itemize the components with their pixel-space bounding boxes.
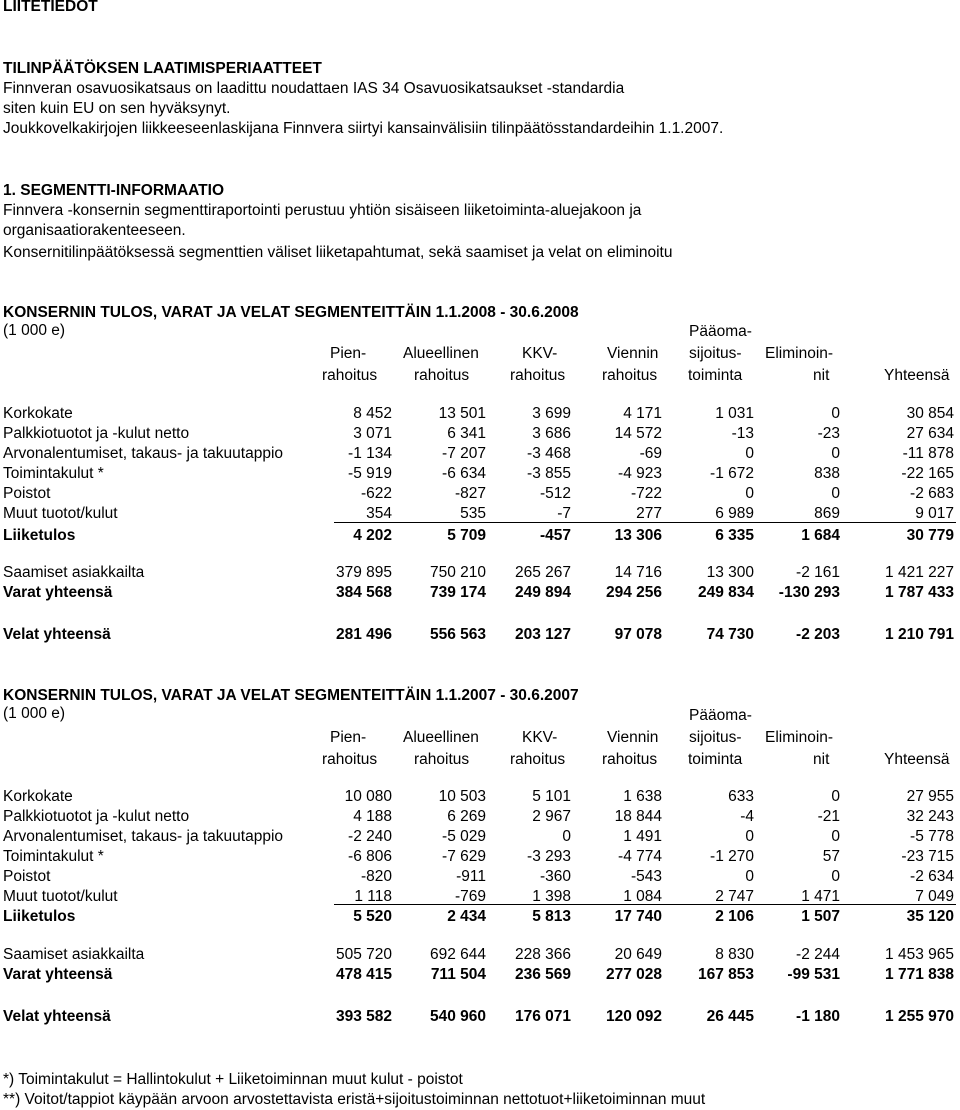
table-cell: 0: [831, 828, 840, 845]
table-cell: 1 031: [715, 405, 754, 422]
table-cell: 711 504: [430, 966, 486, 983]
table-cell: 8 830: [715, 946, 754, 963]
table-cell: 3 699: [532, 405, 571, 422]
table-row: [0, 563, 960, 583]
table-cell: -1 672: [710, 465, 754, 482]
table-cell: 0: [745, 485, 754, 502]
table-cell: -820: [360, 868, 392, 885]
row-label: Velat yhteensä: [3, 1008, 111, 1025]
row-label: Palkkiotuotot ja -kulut netto: [3, 425, 190, 442]
table-cell: 1 471: [801, 888, 840, 905]
table-cell: -6 634: [442, 465, 486, 482]
table-cell: 6 341: [447, 425, 486, 442]
table-cell: -2 634: [910, 868, 954, 885]
table-cell: 0: [745, 868, 754, 885]
table-cell: -23 715: [901, 848, 954, 865]
subtotal-rule: [334, 904, 956, 905]
table-row: [0, 464, 960, 484]
column-header: Yhteensä: [884, 751, 950, 768]
table-cell: -5 778: [910, 828, 954, 845]
table-cell: 2 434: [447, 908, 486, 925]
table-cell: 74 730: [706, 626, 754, 643]
table-cell: 14 716: [614, 564, 662, 581]
row-label: Liiketulos: [3, 908, 76, 925]
table-cell: 0: [562, 828, 571, 845]
row-label: Saamiset asiakkailta: [3, 946, 145, 963]
column-header: Viennin: [607, 729, 659, 746]
table-cell: 0: [745, 445, 754, 462]
column-header: Alueellinen: [403, 345, 479, 362]
column-header: Pääoma-: [689, 323, 752, 340]
row-label: Muut tuotot/kulut: [3, 505, 118, 522]
table-cell: 167 853: [697, 966, 754, 983]
table-cell: 1 453 965: [885, 946, 954, 963]
table-cell: 6 335: [715, 527, 754, 544]
table-cell: 540 960: [429, 1008, 486, 1025]
column-header-row: [0, 728, 960, 748]
table-cell: -1 134: [348, 445, 392, 462]
table-cell: 1 787 433: [885, 584, 954, 601]
table-cell: 27 955: [906, 788, 954, 805]
table-row: [0, 847, 960, 867]
table-cell: 14 572: [614, 425, 662, 442]
table-cell: 249 834: [697, 584, 754, 601]
column-header-row: [0, 706, 960, 726]
table-cell: -911: [456, 868, 486, 885]
segment-text-line: organisaatiorakenteeseen.: [3, 222, 186, 239]
table-cell: -11 878: [902, 445, 954, 462]
table-cell: 1 771 838: [885, 966, 954, 983]
row-label: Arvonalentumiset, takaus- ja takuutappio: [3, 445, 284, 462]
table-cell: 228 366: [514, 946, 571, 963]
table-row: [0, 965, 960, 985]
row-label: Korkokate: [3, 405, 73, 422]
column-header-row: [0, 366, 960, 386]
table-row: [0, 907, 960, 927]
table-cell: -7: [557, 505, 571, 522]
column-header: nit: [813, 367, 830, 384]
table-cell: -722: [630, 485, 662, 502]
column-header-row: [0, 750, 960, 770]
table-cell: 1 507: [801, 908, 840, 925]
table-cell: 18 844: [614, 808, 662, 825]
table-cell: 505 720: [335, 946, 392, 963]
table-cell: -130 293: [778, 584, 840, 601]
table-cell: 692 644: [429, 946, 486, 963]
table-cell: -69: [639, 445, 662, 462]
table-cell: 30 854: [906, 405, 954, 422]
table-cell: -2 683: [910, 485, 954, 502]
column-header: rahoitus: [322, 751, 378, 768]
table-cell: 0: [831, 405, 840, 422]
column-header: rahoitus: [510, 751, 566, 768]
row-label: Muut tuotot/kulut: [3, 888, 118, 905]
table-cell: 1 421 227: [885, 564, 954, 581]
table-cell: 0: [831, 445, 840, 462]
table-cell: -3 855: [527, 465, 571, 482]
table-cell: 1 638: [623, 788, 662, 805]
row-label: Toimintakulut *: [3, 465, 104, 482]
table-cell: 384 568: [335, 584, 392, 601]
table-cell: 57: [822, 848, 840, 865]
table-cell: 4 171: [623, 405, 662, 422]
page-title: LIITETIEDOT: [3, 0, 98, 15]
table-cell: -6 806: [348, 848, 392, 865]
table-cell: 750 210: [429, 564, 486, 581]
table-cell: 6 989: [715, 505, 754, 522]
table-cell: -827: [454, 485, 486, 502]
table-title: KONSERNIN TULOS, VARAT JA VELAT SEGMENTEITTÄIN 1.1.2008 - 30.6.2008: [3, 304, 579, 321]
table-cell: 1 118: [354, 888, 392, 905]
column-header: toiminta: [688, 367, 743, 384]
column-header-row: [0, 322, 960, 342]
table-cell: 4 202: [353, 527, 392, 544]
column-header: rahoitus: [510, 367, 566, 384]
table-cell: 5 813: [532, 908, 571, 925]
table-cell: 277: [636, 505, 662, 522]
table-row: [0, 404, 960, 424]
table-cell: 838: [814, 465, 840, 482]
row-label: Saamiset asiakkailta: [3, 564, 145, 581]
table-cell: -457: [539, 527, 571, 544]
row-label: Liiketulos: [3, 527, 76, 544]
table-row: [0, 484, 960, 504]
table-cell: 1 684: [801, 527, 840, 544]
table-cell: 478 415: [335, 966, 392, 983]
table-cell: 35 120: [906, 908, 954, 925]
column-header-row: [0, 344, 960, 364]
table-cell: 739 174: [429, 584, 486, 601]
table-cell: -1 270: [710, 848, 754, 865]
table-cell: 294 256: [605, 584, 662, 601]
table-cell: -622: [360, 485, 392, 502]
table-cell: 10 080: [344, 788, 392, 805]
table-row: [0, 444, 960, 464]
table-cell: -21: [817, 808, 840, 825]
table-cell: 5 709: [447, 527, 486, 544]
column-header: Pien-: [330, 729, 367, 746]
table-cell: 1 210 791: [885, 626, 954, 643]
table-row: [0, 526, 960, 546]
column-header: Alueellinen: [403, 729, 479, 746]
row-label: Varat yhteensä: [3, 584, 113, 601]
table-title: KONSERNIN TULOS, VARAT JA VELAT SEGMENTEITTÄIN 1.1.2007 - 30.6.2007: [3, 687, 579, 704]
table-cell: -22 165: [901, 465, 954, 482]
column-header: KKV-: [522, 729, 558, 746]
table-cell: 6 269: [447, 808, 486, 825]
table-cell: -4: [740, 808, 754, 825]
table-cell: -2 161: [796, 564, 840, 581]
table-cell: 1 084: [623, 888, 662, 905]
table-cell: 277 028: [605, 966, 662, 983]
table-cell: 8 452: [353, 405, 392, 422]
row-label: Poistot: [3, 485, 51, 502]
table-cell: 1 255 970: [885, 1008, 954, 1025]
table-cell: 9 017: [915, 505, 954, 522]
table-cell: -543: [630, 868, 662, 885]
table-cell: -23: [817, 425, 840, 442]
row-label: Arvonalentumiset, takaus- ja takuutappio: [3, 828, 284, 845]
table-unit: (1 000 e): [3, 322, 66, 339]
table-cell: -7 629: [442, 848, 486, 865]
table-row: [0, 827, 960, 847]
table-cell: 633: [728, 788, 754, 805]
table-cell: 97 078: [614, 626, 662, 643]
table-cell: 120 092: [605, 1008, 662, 1025]
table-row: [0, 504, 960, 524]
table-cell: -4 923: [618, 465, 662, 482]
row-label: Velat yhteensä: [3, 626, 111, 643]
footnote: **) Voitot/tappiot käypään arvoon arvostettavista eristä+sijoitustoiminnan nettotuot+liiketoiminnan muut: [3, 1091, 706, 1108]
table-cell: 176 071: [514, 1008, 571, 1025]
table-row: [0, 424, 960, 444]
column-header: sijoitus-: [689, 345, 742, 362]
table-cell: 2 106: [715, 908, 754, 925]
table-cell: 281 496: [335, 626, 392, 643]
table-cell: 869: [814, 505, 840, 522]
column-header: rahoitus: [602, 751, 658, 768]
table-cell: 13 501: [438, 405, 486, 422]
row-label: Palkkiotuotot ja -kulut netto: [3, 808, 190, 825]
table-cell: 0: [831, 788, 840, 805]
table-cell: -2 203: [796, 626, 840, 643]
table-cell: -1 180: [796, 1008, 840, 1025]
table-cell: 379 895: [335, 564, 392, 581]
table-cell: 354: [366, 505, 392, 522]
table-cell: -2 240: [348, 828, 392, 845]
table-unit: (1 000 e): [3, 705, 66, 722]
table-cell: -13: [731, 425, 754, 442]
row-label: Varat yhteensä: [3, 966, 113, 983]
policy-heading: TILINPÄÄTÖKSEN LAATIMISPERIAATTEET: [3, 60, 322, 77]
table-cell: 4 188: [353, 808, 392, 825]
table-cell: 1 491: [623, 828, 662, 845]
table-cell: -3 293: [527, 848, 571, 865]
segment-text-line: Konsernitilinpäätöksessä segmenttien väliset liiketapahtumat, sekä saamiset ja velat on eliminoitu: [3, 244, 673, 261]
table-cell: 0: [831, 868, 840, 885]
column-header: rahoitus: [414, 367, 470, 384]
policy-text-line: Joukkovelkakirjojen liikkeeseenlaskijana Finnvera siirtyi kansainvälisiin tilinpäätösstandardeihin 1.1.2007.: [3, 120, 724, 137]
column-header: rahoitus: [322, 367, 378, 384]
column-header: Viennin: [607, 345, 659, 362]
table-cell: -769: [454, 888, 486, 905]
table-cell: 27 634: [906, 425, 954, 442]
table-cell: 13 300: [706, 564, 754, 581]
column-header: toiminta: [688, 751, 743, 768]
footnote: *) Toimintakulut = Hallintokulut + Liiketoiminnan muut kulut - poistot: [3, 1071, 463, 1088]
table-cell: 17 740: [614, 908, 662, 925]
table-row: [0, 945, 960, 965]
table-row: [0, 583, 960, 603]
table-cell: -512: [539, 485, 571, 502]
table-row: [0, 625, 960, 645]
row-label: Poistot: [3, 868, 51, 885]
table-cell: 5 101: [532, 788, 571, 805]
table-cell: 20 649: [614, 946, 662, 963]
policy-text-line: Finnveran osavuosikatsaus on laadittu noudattaen IAS 34 Osavuosikatsaukset -standardia: [3, 80, 625, 97]
table-cell: -2 244: [796, 946, 840, 963]
table-cell: 203 127: [514, 626, 571, 643]
column-header: Pääoma-: [689, 707, 752, 724]
column-header: rahoitus: [414, 751, 470, 768]
segment-heading: 1. SEGMENTTI-INFORMAATIO: [3, 182, 225, 199]
table-cell: -5 029: [442, 828, 486, 845]
policy-text-line: siten kuin EU on sen hyväksynyt.: [3, 100, 231, 117]
table-cell: -5 919: [348, 465, 392, 482]
table-cell: 10 503: [438, 788, 486, 805]
column-header: nit: [813, 751, 830, 768]
table-cell: 3 071: [353, 425, 392, 442]
table-cell: 0: [745, 828, 754, 845]
column-header: Eliminoin-: [765, 345, 834, 362]
table-cell: 5 520: [353, 908, 392, 925]
table-cell: 30 779: [906, 527, 954, 544]
table-row: [0, 867, 960, 887]
table-cell: 2 747: [715, 888, 754, 905]
table-cell: 13 306: [614, 527, 662, 544]
table-cell: -3 468: [527, 445, 571, 462]
table-row: [0, 807, 960, 827]
table-cell: 32 243: [906, 808, 954, 825]
table-cell: 0: [831, 485, 840, 502]
table-cell: -7 207: [442, 445, 486, 462]
table-cell: 249 894: [514, 584, 571, 601]
table-cell: -360: [539, 868, 571, 885]
column-header: sijoitus-: [689, 729, 742, 746]
subtotal-rule: [334, 522, 956, 523]
column-header: Yhteensä: [884, 367, 950, 384]
table-cell: 265 267: [514, 564, 571, 581]
table-cell: 236 569: [514, 966, 571, 983]
column-header: Pien-: [330, 345, 367, 362]
column-header: Eliminoin-: [765, 729, 834, 746]
table-row: [0, 1007, 960, 1027]
table-cell: 2 967: [532, 808, 571, 825]
table-cell: 3 686: [532, 425, 571, 442]
table-row: [0, 787, 960, 807]
column-header: rahoitus: [602, 367, 658, 384]
table-cell: 7 049: [915, 888, 954, 905]
table-cell: -4 774: [618, 848, 662, 865]
column-header: KKV-: [522, 345, 558, 362]
row-label: Toimintakulut *: [3, 848, 104, 865]
table-cell: -99 531: [787, 966, 840, 983]
table-cell: 26 445: [706, 1008, 754, 1025]
table-cell: 393 582: [335, 1008, 392, 1025]
row-label: Korkokate: [3, 788, 73, 805]
table-cell: 535: [460, 505, 486, 522]
table-cell: 1 398: [532, 888, 571, 905]
segment-text-line: Finnvera -konsernin segmenttiraportointi perustuu yhtiön sisäiseen liiketoiminta-aluejakoon ja: [3, 202, 642, 219]
table-cell: 556 563: [429, 626, 486, 643]
